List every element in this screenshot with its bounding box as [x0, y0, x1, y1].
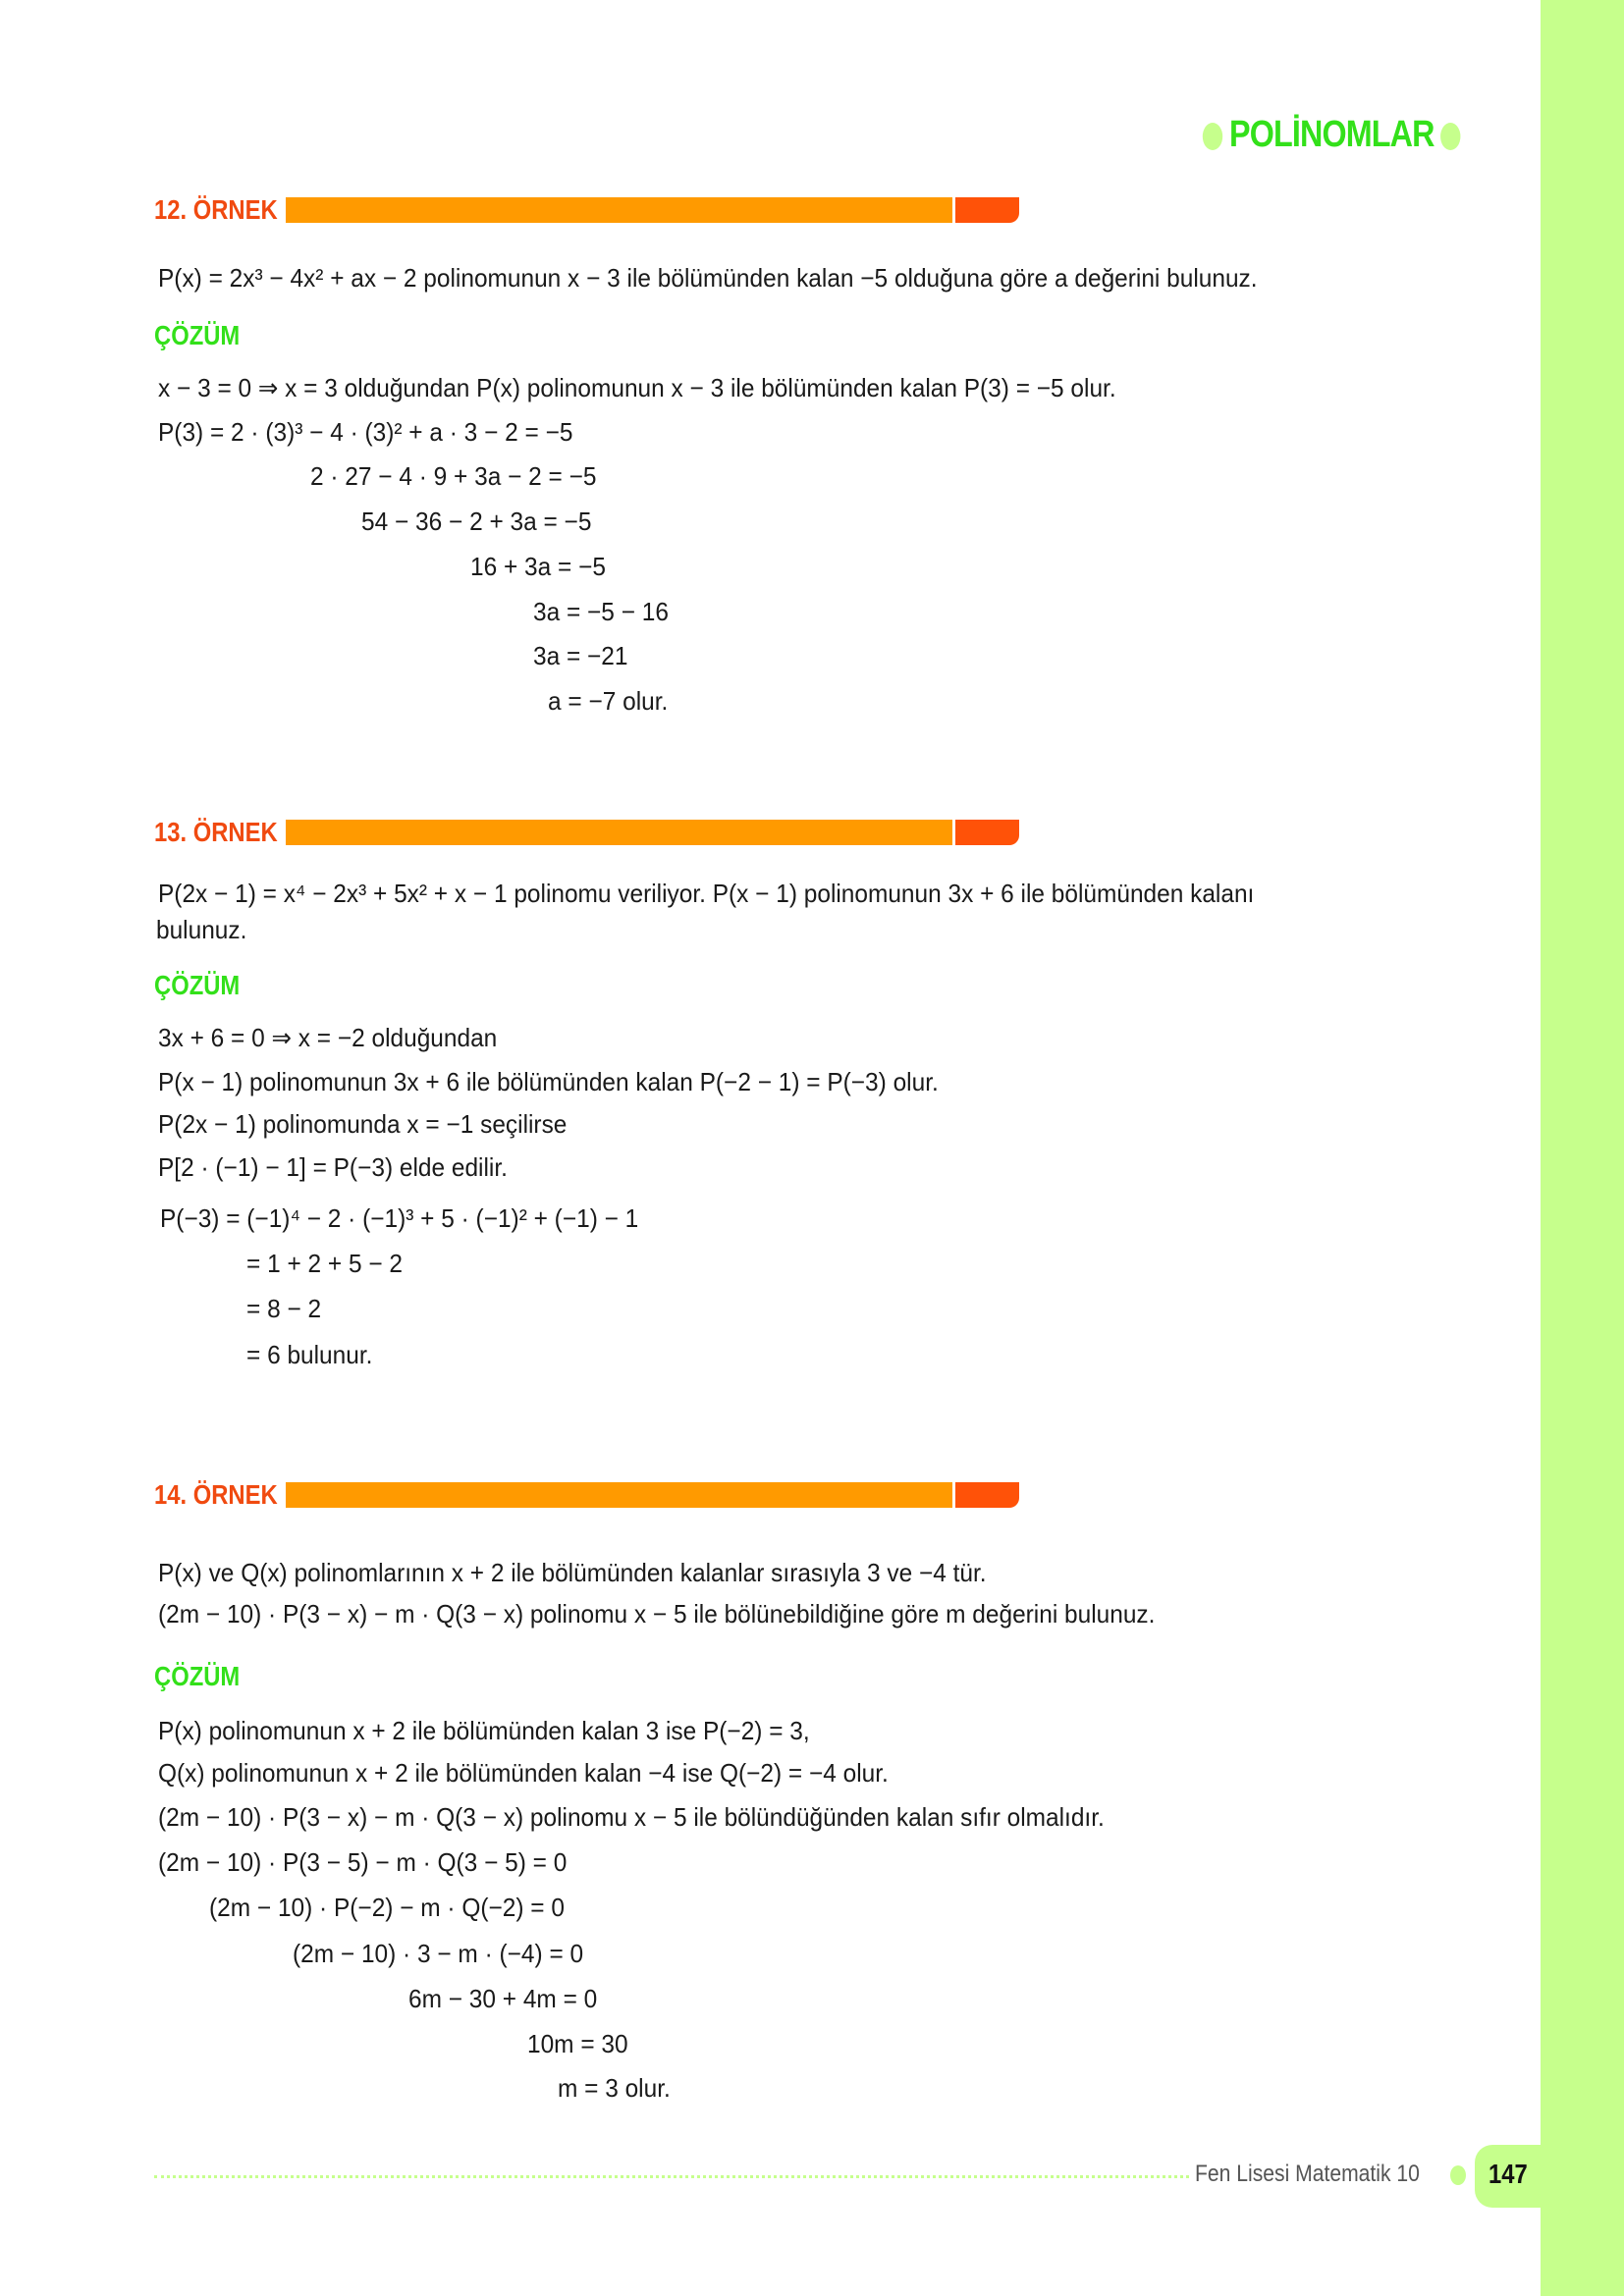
- solution-line: 6m − 30 + 4m = 0: [408, 1984, 598, 2013]
- example-12-label: 12. ÖRNEK: [154, 194, 278, 225]
- solution-line: (2m − 10) · P(−2) − m · Q(−2) = 0: [209, 1893, 565, 1922]
- footer-dotted-line: [154, 2175, 1189, 2178]
- solution-line: = 6 bulunur.: [246, 1340, 373, 1369]
- solution-line: (2m − 10) · P(3 − 5) − m · Q(3 − 5) = 0: [158, 1847, 568, 1877]
- solution-line: 10m = 30: [527, 2029, 628, 2058]
- page-number: 147: [1489, 2159, 1528, 2189]
- solution-line: P(2x − 1) polinomunda x = −1 seçilirse: [158, 1109, 568, 1139]
- solution-line: a = −7 olur.: [548, 686, 669, 716]
- chapter-title: [1196, 114, 1468, 156]
- bullet-icon: [1450, 2165, 1466, 2185]
- solution-line: Q(x) polinomunun x + 2 ile bölümünden kalan −4 ise Q(−2) = −4 olur.: [158, 1758, 889, 1788]
- solution-label: ÇÖZÜM: [154, 320, 241, 350]
- solution-line: (2m − 10) · P(3 − x) − m · Q(3 − x) polinomu x − 5 ile bölündüğünden kalan sıfır olmalıdır.: [158, 1802, 1105, 1832]
- solution-line: 54 − 36 − 2 + 3a = −5: [361, 507, 592, 536]
- solution-line: (2m − 10) · 3 − m · (−4) = 0: [293, 1939, 584, 1968]
- solution-line: 16 + 3a = −5: [470, 552, 606, 581]
- solution-line: 3a = −21: [533, 641, 628, 670]
- solution-line: m = 3 olur.: [558, 2073, 671, 2103]
- side-strip: [1541, 0, 1624, 2296]
- solution-line: P(3) = 2 · (3)³ − 4 · (3)² + a · 3 − 2 = −5: [158, 417, 573, 447]
- solution-line: P(x) polinomunun x + 2 ile bölümünden kalan 3 ise P(−2) = 3,: [158, 1716, 810, 1745]
- example-14-label: 14. ÖRNEK: [154, 1479, 278, 1510]
- solution-line: 3a = −5 − 16: [533, 597, 669, 626]
- problem-text: P(x) = 2x³ − 4x² + ax − 2 polinomunun x − 3 ile bölümünden kalan −5 olduğuna göre a değerini bulunuz.: [158, 263, 1258, 293]
- solution-line: x − 3 = 0 ⇒ x = 3 olduğundan P(x) polinomunun x − 3 ile bölümünden kalan P(3) = −5 olur.: [158, 373, 1116, 402]
- problem-text: bulunuz.: [156, 915, 247, 944]
- example-header-bar: [286, 820, 952, 845]
- example-header-bar-accent: [955, 197, 1019, 223]
- solution-line: 3x + 6 = 0 ⇒ x = −2 olduğundan: [158, 1023, 498, 1052]
- solution-label: ÇÖZÜM: [154, 970, 241, 1000]
- solution-line: 2 · 27 − 4 · 9 + 3a − 2 = −5: [310, 461, 597, 491]
- problem-text: P(2x − 1) = x⁴ − 2x³ + 5x² + x − 1 polinomu veriliyor. P(x − 1) polinomunun 3x + 6 ile bölümünden kalanı: [158, 879, 1255, 908]
- example-header-bar-accent: [955, 1482, 1019, 1508]
- example-header-bar-accent: [955, 820, 1019, 845]
- solution-line: = 1 + 2 + 5 − 2: [246, 1249, 403, 1278]
- example-header-bar: [286, 1482, 952, 1508]
- problem-text: P(x) ve Q(x) polinomlarının x + 2 ile bölümünden kalanlar sırasıyla 3 ve −4 tür.: [158, 1558, 987, 1587]
- solution-line: P[2 · (−1) − 1] = P(−3) elde edilir.: [158, 1152, 508, 1182]
- chapter-title-text: POLİNOMLAR: [1229, 114, 1435, 155]
- example-header-bar: [286, 197, 952, 223]
- problem-text: (2m − 10) · P(3 − x) − m · Q(3 − x) polinomu x − 5 ile bölünebildiğine göre m değerini bulunuz.: [158, 1599, 1156, 1629]
- solution-line: P(−3) = (−1)⁴ − 2 · (−1)³ + 5 · (−1)² + (−1) − 1: [160, 1203, 639, 1233]
- solution-line: = 8 − 2: [246, 1294, 322, 1323]
- bullet-icon: [1203, 123, 1222, 150]
- book-title: Fen Lisesi Matematik 10: [1195, 2161, 1420, 2187]
- solution-label: ÇÖZÜM: [154, 1661, 241, 1691]
- bullet-icon: [1440, 123, 1460, 150]
- example-13-label: 13. ÖRNEK: [154, 817, 278, 847]
- solution-line: P(x − 1) polinomunun 3x + 6 ile bölümünden kalan P(−2 − 1) = P(−3) olur.: [158, 1067, 939, 1096]
